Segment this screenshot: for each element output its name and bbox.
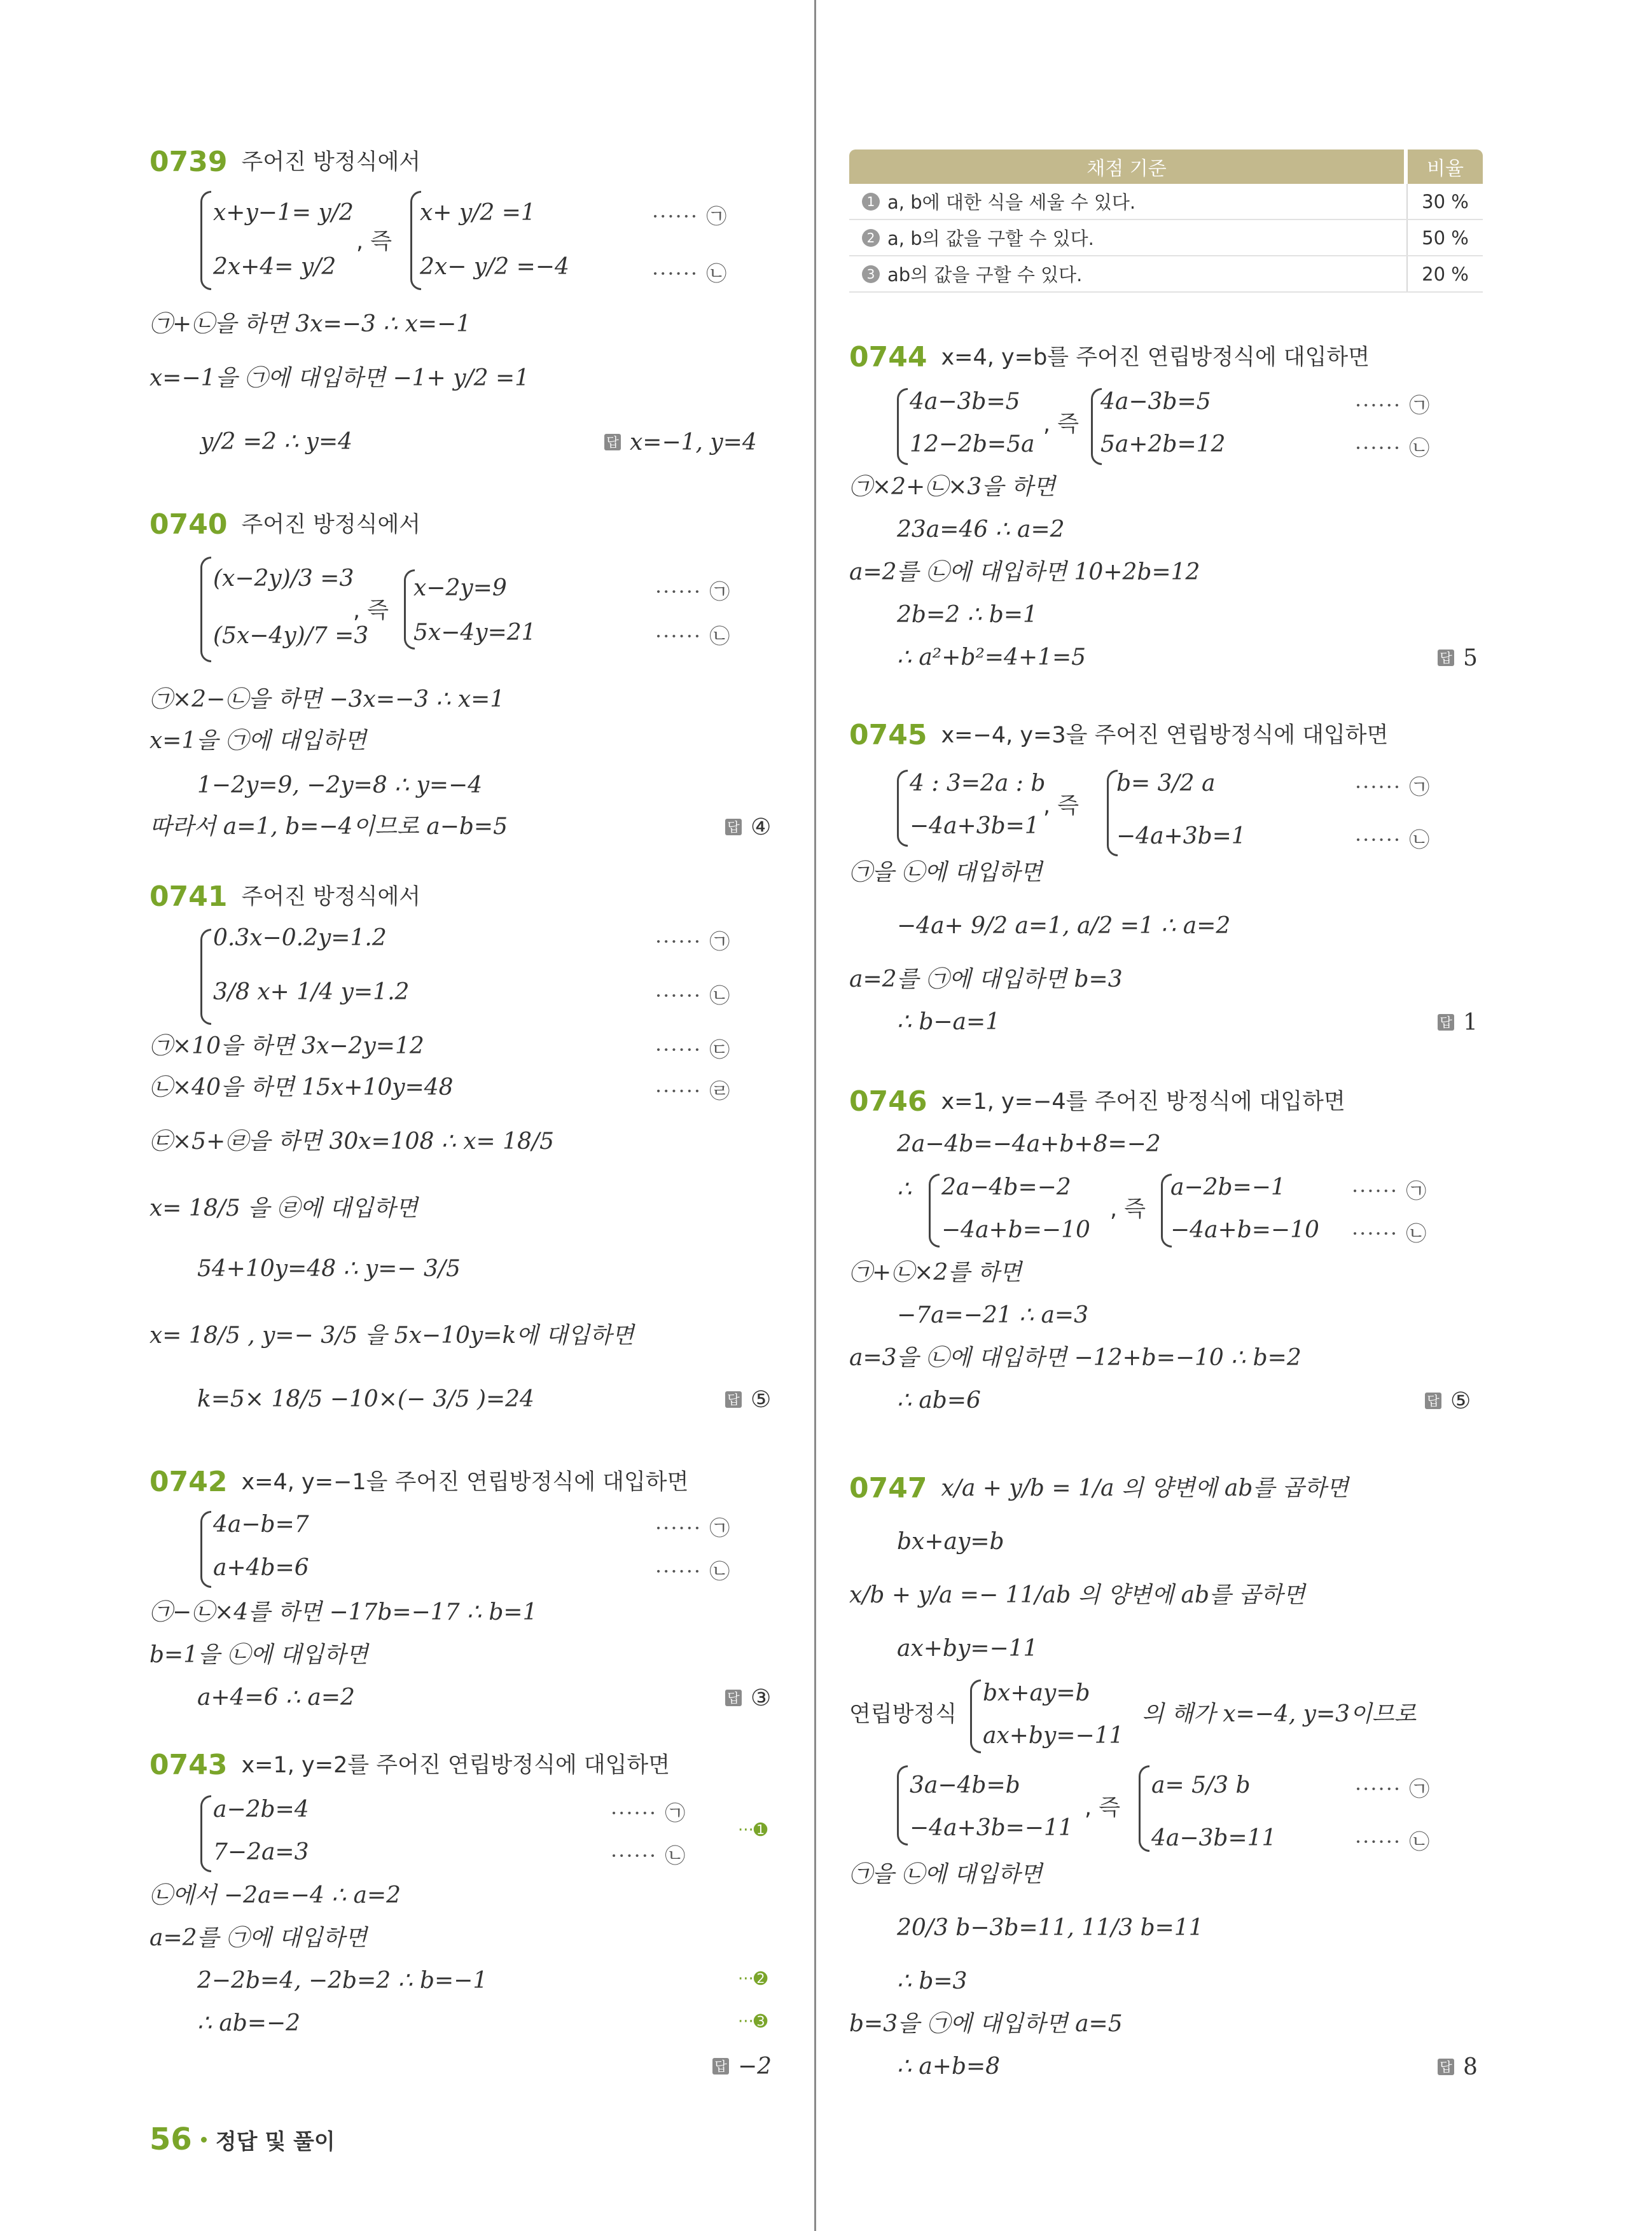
conjunction: , 즉 bbox=[1110, 1196, 1146, 1222]
solution-step: ㉠×10을 하면 3x−2y=12 bbox=[149, 1033, 424, 1059]
problem-number: 0742 bbox=[149, 1466, 228, 1498]
solution-step: 2−2b=4, −2b=2 ∴ b=−1 bbox=[197, 1968, 488, 1994]
equation: bx+ay=b bbox=[983, 1680, 1090, 1706]
equation-tag: ······ ㉡ bbox=[652, 261, 728, 286]
problem-title: x=1, y=2를 주어진 연립방정식에 대입하면 bbox=[241, 1752, 670, 1778]
equation: a−2b=4 bbox=[213, 1797, 309, 1823]
system-brace bbox=[200, 1511, 211, 1588]
equation: 2x− y/2 =−4 bbox=[420, 254, 569, 280]
equation-tag: ······ ㉠ bbox=[1355, 1777, 1431, 1801]
grading-header-criteria: 채점 기준 bbox=[849, 149, 1404, 184]
solution-step: 54+10y=48 ∴ y=− 3/5 bbox=[197, 1256, 461, 1282]
solution-step: ㉠을 ㉡에 대입하면 bbox=[849, 1861, 1043, 1887]
solution-step: ㉢×5+㉣을 하면 30x=108 ∴ x= 18/5 bbox=[149, 1129, 554, 1155]
conjunction: , 즉 bbox=[1043, 793, 1079, 819]
answer bbox=[1438, 2048, 1478, 2086]
grading-row bbox=[849, 220, 1483, 256]
equation: a+4b=6 bbox=[213, 1555, 309, 1581]
solution-step: a=2를 ㉠에 대입하면 bbox=[149, 1925, 368, 1951]
solution-step: x= 18/5 을 ㉣에 대입하면 bbox=[149, 1195, 418, 1221]
answer-value: ③ bbox=[751, 1685, 772, 1711]
problem-title: x/a + y/b = 1/a 의 양변에 ab를 곱하면 bbox=[941, 1475, 1349, 1501]
footer-dot bbox=[201, 2137, 207, 2143]
system-brace bbox=[897, 388, 908, 465]
equation-tag: ······ ㉡ bbox=[611, 1844, 687, 1868]
solution-step: ㉠−㉡×4를 하면 −17b=−17 ∴ b=1 bbox=[149, 1599, 538, 1625]
equation: x+ y/2 =1 bbox=[420, 200, 536, 226]
solution-step: ∴ a²+b²=4+1=5 bbox=[897, 644, 1086, 671]
answer-icon: 답 bbox=[1438, 1014, 1454, 1031]
answer-value: x=−1, y=4 bbox=[630, 429, 757, 455]
solution-step: a=2를 ㉡에 대입하면 10+2b=12 bbox=[849, 559, 1200, 585]
equation: −4a+3b=1 bbox=[1116, 823, 1246, 849]
solution-step: ∴ b−a=1 bbox=[897, 1009, 1001, 1035]
system-brace bbox=[1139, 1765, 1149, 1852]
answer-icon: 답 bbox=[725, 1391, 742, 1408]
problem-title: x=4, y=−1을 주어진 연립방정식에 대입하면 bbox=[241, 1469, 689, 1495]
equation-tag: ······ ㉡ bbox=[1355, 1830, 1431, 1854]
solution-step: 2a−4b=−4a+b+8=−2 bbox=[897, 1131, 1161, 1157]
grading-criteria-text: a, b에 대한 식을 세울 수 있다. bbox=[887, 191, 1136, 213]
equation-tag: ······ ㉠ bbox=[655, 580, 732, 604]
answer bbox=[712, 2047, 772, 2085]
equation: 4a−3b=5 bbox=[910, 389, 1020, 415]
equation: 0.3x−0.2y=1.2 bbox=[213, 925, 387, 951]
system-brace bbox=[970, 1679, 981, 1753]
equation: (5x−4y)/7 =3 bbox=[213, 623, 369, 649]
problem-header bbox=[849, 713, 1388, 758]
solution-step: 따라서 a=1, b=−4이므로 a−b=5 bbox=[149, 814, 508, 840]
equation: 3a−4b=b bbox=[910, 1772, 1020, 1798]
problem-header bbox=[849, 1466, 1349, 1511]
solution-step: x= 18/5 , y=− 3/5 을 5x−10y=k에 대입하면 bbox=[149, 1323, 634, 1349]
solution-step: ∴ ab=−2 bbox=[197, 2010, 301, 2036]
step-number-icon: 1 bbox=[862, 193, 880, 211]
problem-title: x=−4, y=3을 주어진 연립방정식에 대입하면 bbox=[941, 722, 1389, 748]
equation: 4a−b=7 bbox=[213, 1512, 309, 1538]
answer bbox=[1425, 1382, 1471, 1420]
equation-tag: ······ ㉠ bbox=[1355, 775, 1431, 799]
equation-tag: ······ ㉡ bbox=[1355, 828, 1431, 852]
solution-step: b=3을 ㉠에 대입하면 a=5 bbox=[849, 2011, 1123, 2037]
equation: 2x+4= y/2 bbox=[213, 254, 337, 280]
equation-tag: ······ ㉠ bbox=[611, 1801, 687, 1825]
grading-criteria bbox=[849, 188, 1406, 214]
problem-title: x=1, y=−4를 주어진 방정식에 대입하면 bbox=[941, 1088, 1345, 1115]
step-marker: ···➋ bbox=[738, 1970, 768, 1989]
solution-step: a=3을 ㉡에 대입하면 −12+b=−10 ∴ b=2 bbox=[849, 1345, 1301, 1371]
equation-tag: ······ ㉠ bbox=[655, 929, 732, 954]
answer-icon: 답 bbox=[725, 819, 742, 835]
grading-ratio: 50 % bbox=[1406, 220, 1483, 255]
answer-value: 5 bbox=[1463, 644, 1478, 671]
grading-ratio: 20 % bbox=[1406, 256, 1483, 291]
solution-step: 1−2y=9, −2y=8 ∴ y=−4 bbox=[197, 772, 483, 798]
problem-number: 0746 bbox=[849, 1085, 927, 1118]
problem-number: 0744 bbox=[849, 341, 927, 373]
answer bbox=[1438, 1003, 1478, 1041]
equation: 4a−3b=11 bbox=[1151, 1825, 1277, 1851]
conjunction: , 즉 bbox=[356, 228, 392, 254]
problem-title: 주어진 방정식에서 bbox=[241, 884, 421, 910]
equation: 7−2a=3 bbox=[213, 1839, 309, 1865]
equation: 5a+2b=12 bbox=[1100, 431, 1226, 457]
system-brace bbox=[897, 770, 908, 847]
step-marker: ···➌ bbox=[738, 2012, 768, 2031]
equation: −4a+3b=−11 bbox=[910, 1815, 1073, 1841]
system-brace bbox=[200, 1795, 211, 1872]
equation: 3/8 x+ 1/4 y=1.2 bbox=[213, 979, 410, 1005]
problem-title: 주어진 방정식에서 bbox=[241, 511, 421, 538]
solution-step: 23a=46 ∴ a=2 bbox=[897, 517, 1065, 543]
solution-step: ㉠×2−㉡을 하면 −3x=−3 ∴ x=1 bbox=[149, 686, 505, 712]
problem-number: 0743 bbox=[149, 1749, 228, 1781]
grading-criteria bbox=[849, 225, 1406, 251]
solution-step: ∴ ab=6 bbox=[897, 1387, 981, 1414]
answer-icon: 답 bbox=[1438, 2059, 1454, 2075]
step-number-icon: 3 bbox=[862, 265, 880, 283]
equation: −4a+b=−10 bbox=[941, 1217, 1090, 1243]
system-brace bbox=[929, 1174, 940, 1248]
solution-step: ∴ b=3 bbox=[897, 1968, 968, 1994]
problem-number: 0741 bbox=[149, 880, 228, 913]
column-divider bbox=[814, 0, 816, 2231]
solution-step: y/2 =2 ∴ y=4 bbox=[200, 429, 353, 455]
solution-step: bx+ay=b bbox=[897, 1529, 1004, 1555]
grading-row bbox=[849, 184, 1483, 220]
equation: 12−2b=5a bbox=[910, 431, 1035, 457]
conjunction: , 즉 bbox=[1043, 411, 1079, 437]
system-brace bbox=[200, 557, 211, 662]
answer-icon: 답 bbox=[1438, 650, 1454, 666]
solution-step: a+4=6 ∴ a=2 bbox=[197, 1685, 355, 1711]
solution-step: −7a=−21 ∴ a=3 bbox=[897, 1302, 1088, 1328]
step-number-icon: 2 bbox=[862, 229, 880, 247]
grading-header-ratio: 비율 bbox=[1408, 149, 1483, 184]
answer-value: 1 bbox=[1463, 1009, 1478, 1036]
answer bbox=[604, 423, 757, 461]
equation: a= 5/3 b bbox=[1151, 1772, 1251, 1798]
grading-criteria-text: ab의 값을 구할 수 있다. bbox=[887, 264, 1083, 286]
grading-criteria bbox=[849, 261, 1406, 287]
problem-header bbox=[149, 1460, 688, 1505]
system-brace bbox=[200, 929, 211, 1025]
equation: a−2b=−1 bbox=[1170, 1174, 1286, 1200]
equation: 2a−4b=−2 bbox=[941, 1174, 1071, 1200]
answer-icon: 답 bbox=[712, 2058, 729, 2075]
equation-tag: ······ ㉠ bbox=[1355, 393, 1431, 417]
step-marker: ···➊ bbox=[738, 1821, 768, 1840]
equation-tag: ······ ㉠ bbox=[1352, 1179, 1428, 1203]
equation-tag: ······ ㉡ bbox=[655, 624, 732, 648]
solution-step: ㉠을 ㉡에 대입하면 bbox=[849, 859, 1043, 886]
problem-title: x=4, y=b를 주어진 연립방정식에 대입하면 bbox=[941, 344, 1370, 370]
equation: −4a+b=−10 bbox=[1170, 1217, 1319, 1243]
footer-label: 정답 및 풀이 bbox=[215, 2129, 335, 2155]
equation: x−2y=9 bbox=[413, 575, 507, 601]
problem-header bbox=[149, 1743, 670, 1788]
answer bbox=[725, 1380, 771, 1419]
equation: −4a+3b=1 bbox=[910, 813, 1039, 839]
solution-step: 의 해가 x=−4, y=3이므로 bbox=[1142, 1701, 1417, 1727]
conjunction: , 즉 bbox=[1085, 1795, 1121, 1821]
problem-number: 0740 bbox=[149, 508, 228, 541]
answer-value: ④ bbox=[751, 814, 772, 840]
solution-step: k=5× 18/5 −10×(− 3/5 )=24 bbox=[197, 1386, 534, 1412]
equation: 4a−3b=5 bbox=[1100, 389, 1211, 415]
equation: 5x−4y=21 bbox=[413, 620, 536, 646]
problem-header bbox=[849, 1080, 1345, 1124]
problem-header bbox=[149, 503, 420, 547]
answer-value: ⑤ bbox=[1450, 1387, 1471, 1414]
grading-criteria-text: a, b의 값을 구할 수 있다. bbox=[887, 228, 1094, 249]
grading-row bbox=[849, 256, 1483, 293]
equation: 4 : 3=2a : b bbox=[910, 770, 1046, 796]
solution-step: x=−1을 ㉠에 대입하면 −1+ y/2 =1 bbox=[149, 365, 530, 391]
solution-step: a=2를 ㉠에 대입하면 b=3 bbox=[849, 966, 1123, 992]
solution-step: ㉠+㉡을 하면 3x=−3 ∴ x=−1 bbox=[149, 311, 471, 337]
system-label: 연립방정식 bbox=[849, 1701, 957, 1727]
solution-step: ax+by=−11 bbox=[897, 1636, 1038, 1662]
solution-step: ㉠×2+㉡×3을 하면 bbox=[849, 474, 1056, 500]
equation: (x−2y)/3 =3 bbox=[213, 566, 354, 592]
problem-title: 주어진 방정식에서 bbox=[241, 149, 421, 175]
therefore: ∴ bbox=[897, 1176, 912, 1202]
problem-header bbox=[849, 335, 1370, 380]
answer-icon: 답 bbox=[604, 434, 621, 450]
solution-step: ㉡에서 −2a=−4 ∴ a=2 bbox=[149, 1882, 401, 1908]
equation: b= 3/2 a bbox=[1116, 770, 1216, 796]
grading-table bbox=[849, 149, 1483, 293]
solution-step: ∴ a+b=8 bbox=[897, 2054, 1001, 2080]
equation-tag: ······ ㉡ bbox=[655, 983, 732, 1008]
answer-value: ⑤ bbox=[751, 1386, 772, 1413]
equation-tag: ······ ㉢ bbox=[655, 1038, 732, 1062]
solution-step: x=1을 ㉠에 대입하면 bbox=[149, 728, 366, 754]
answer bbox=[1438, 639, 1478, 677]
solution-step: x/b + y/a =− 11/ab 의 양변에 ab를 곱하면 bbox=[849, 1582, 1305, 1608]
equation-tag: ······ ㉣ bbox=[655, 1079, 732, 1103]
answer-value: −2 bbox=[738, 2053, 772, 2080]
page-number: 56 bbox=[149, 2122, 192, 2157]
solution-step: ㉡×40을 하면 15x+10y=48 bbox=[149, 1074, 454, 1101]
equation: x+y−1= y/2 bbox=[213, 200, 354, 226]
equation-tag: ······ ㉡ bbox=[1352, 1221, 1428, 1246]
grading-header bbox=[849, 149, 1483, 184]
solution-step: ㉠+㉡×2를 하면 bbox=[849, 1260, 1022, 1286]
problem-number: 0739 bbox=[149, 146, 228, 178]
answer-icon: 답 bbox=[1425, 1393, 1441, 1409]
answer-value: 8 bbox=[1463, 2054, 1478, 2080]
system-brace bbox=[200, 191, 211, 290]
solution-step: b=1을 ㉡에 대입하면 bbox=[149, 1642, 368, 1668]
answer-icon: 답 bbox=[725, 1690, 742, 1706]
problem-header bbox=[149, 875, 420, 919]
equation-tag: ······ ㉠ bbox=[655, 1516, 732, 1540]
equation-tag: ······ ㉡ bbox=[655, 1559, 732, 1583]
solution-step: −4a+ 9/2 a=1, a/2 =1 ∴ a=2 bbox=[897, 913, 1231, 939]
conjunction: , 즉 bbox=[353, 597, 389, 623]
system-brace bbox=[897, 1765, 908, 1845]
grading-ratio: 30 % bbox=[1406, 184, 1483, 219]
answer bbox=[725, 808, 771, 846]
equation-tag: ······ ㉠ bbox=[652, 204, 728, 228]
answer bbox=[725, 1679, 771, 1717]
problem-header bbox=[149, 140, 420, 184]
solution-step: 20/3 b−3b=11, 11/3 b=11 bbox=[897, 1915, 1204, 1941]
solution-step: 2b=2 ∴ b=1 bbox=[897, 602, 1038, 628]
page-footer bbox=[149, 2122, 335, 2157]
equation: ax+by=−11 bbox=[983, 1723, 1124, 1749]
equation-tag: ······ ㉡ bbox=[1355, 436, 1431, 460]
problem-number: 0745 bbox=[849, 719, 927, 751]
problem-number: 0747 bbox=[849, 1472, 927, 1505]
